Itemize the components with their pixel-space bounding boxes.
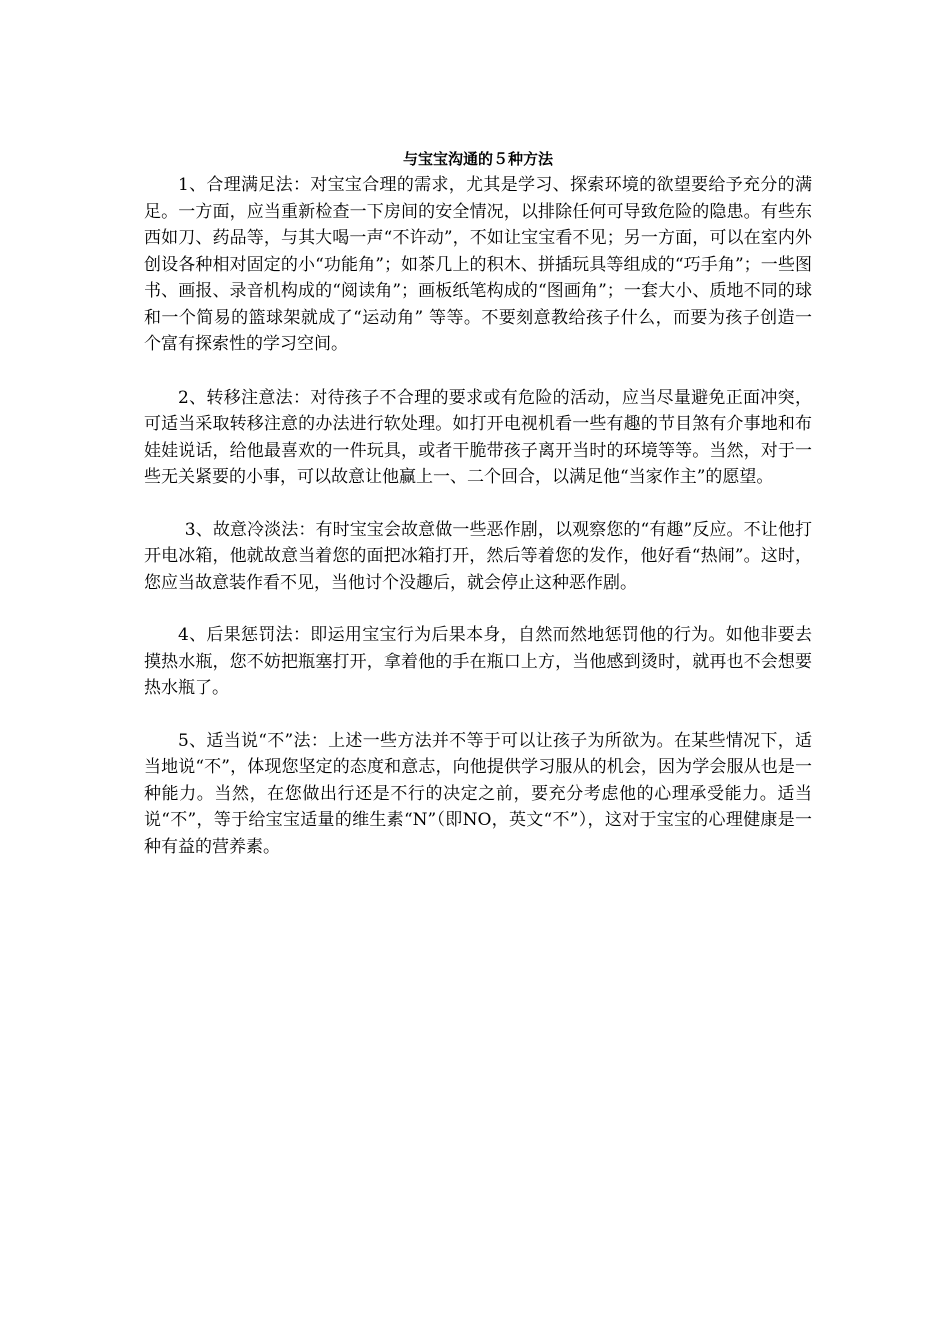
document-title: 与宝宝沟通的５种方法 <box>402 150 553 168</box>
paragraph-5: 5、适当说“不”法：上述一些方法并不等于可以让孩子为所欲为。在某些情况下，适当地说“不”，体现您坚定的态度和意志，向他提供学习服从的机会，因为学会服从也是一种能力。当然，在您做出行还是不行的决定之前，要充分考虑他的心理承受能力。适当说“不”，等于给宝宝适量的维生素“N”（即NO，英文“不”），这对于宝宝的心理健康是一种有益的营养素。 <box>144 730 812 857</box>
paragraph-4: 4、后果惩罚法：即运用宝宝行为后果本身，自然而然地惩罚他的行为。如他非要去摸热水瓶，您不妨把瓶塞打开，拿着他的手在瓶口上方，当他感到烫时，就再也不会想要热水瓶了。 <box>144 625 812 698</box>
paragraph-1: 1、合理满足法：对宝宝合理的需求，尤其是学习、探索环境的欲望要给予充分的满足。一方面，应当重新检查一下房间的安全情况，以排除任何可导致危险的隐患。有些东西如刀、药品等，与其大喝一声“不许动”，不如让宝宝看不见；另一方面，可以在室内外创设各种相对固定的小“功能角”；如茶几上的积木、拼插玩具等组成的“巧手角”；一些图书、画报、录音机构成的“阅读角”；画板纸笔构成的“图画角”；一套大小、质地不同的球和一个简易的篮球架就成了“运动角” 等等。不要刻意教给孩子什么，而要为孩子创造一个富有探索性的学习空间。 <box>144 175 812 354</box>
document-body <box>144 146 812 886</box>
paragraph-2: 2、转移注意法：对待孩子不合理的要求或有危险的活动，应当尽量避免正面冲突，可适当采取转移注意的办法进行软处理。如打开电视机看一些有趣的节目煞有介事地和布娃娃说话，给他最喜欢的一件玩具，或者干脆带孩子离开当时的环境等等。当然，对于一些无关紧要的小事，可以故意让他赢上一、二个回合，以满足他“当家作主”的愿望。 <box>144 387 812 487</box>
paragraph-3: 3、故意冷淡法：有时宝宝会故意做一些恶作剧，以观察您的“有趣”反应。不让他打开电冰箱，他就故意当着您的面把冰箱打开，然后等着您的发作，他好看“热闹”。这时，您应当故意装作看不见，当他讨个没趣后，就会停止这种恶作剧。 <box>144 519 812 593</box>
